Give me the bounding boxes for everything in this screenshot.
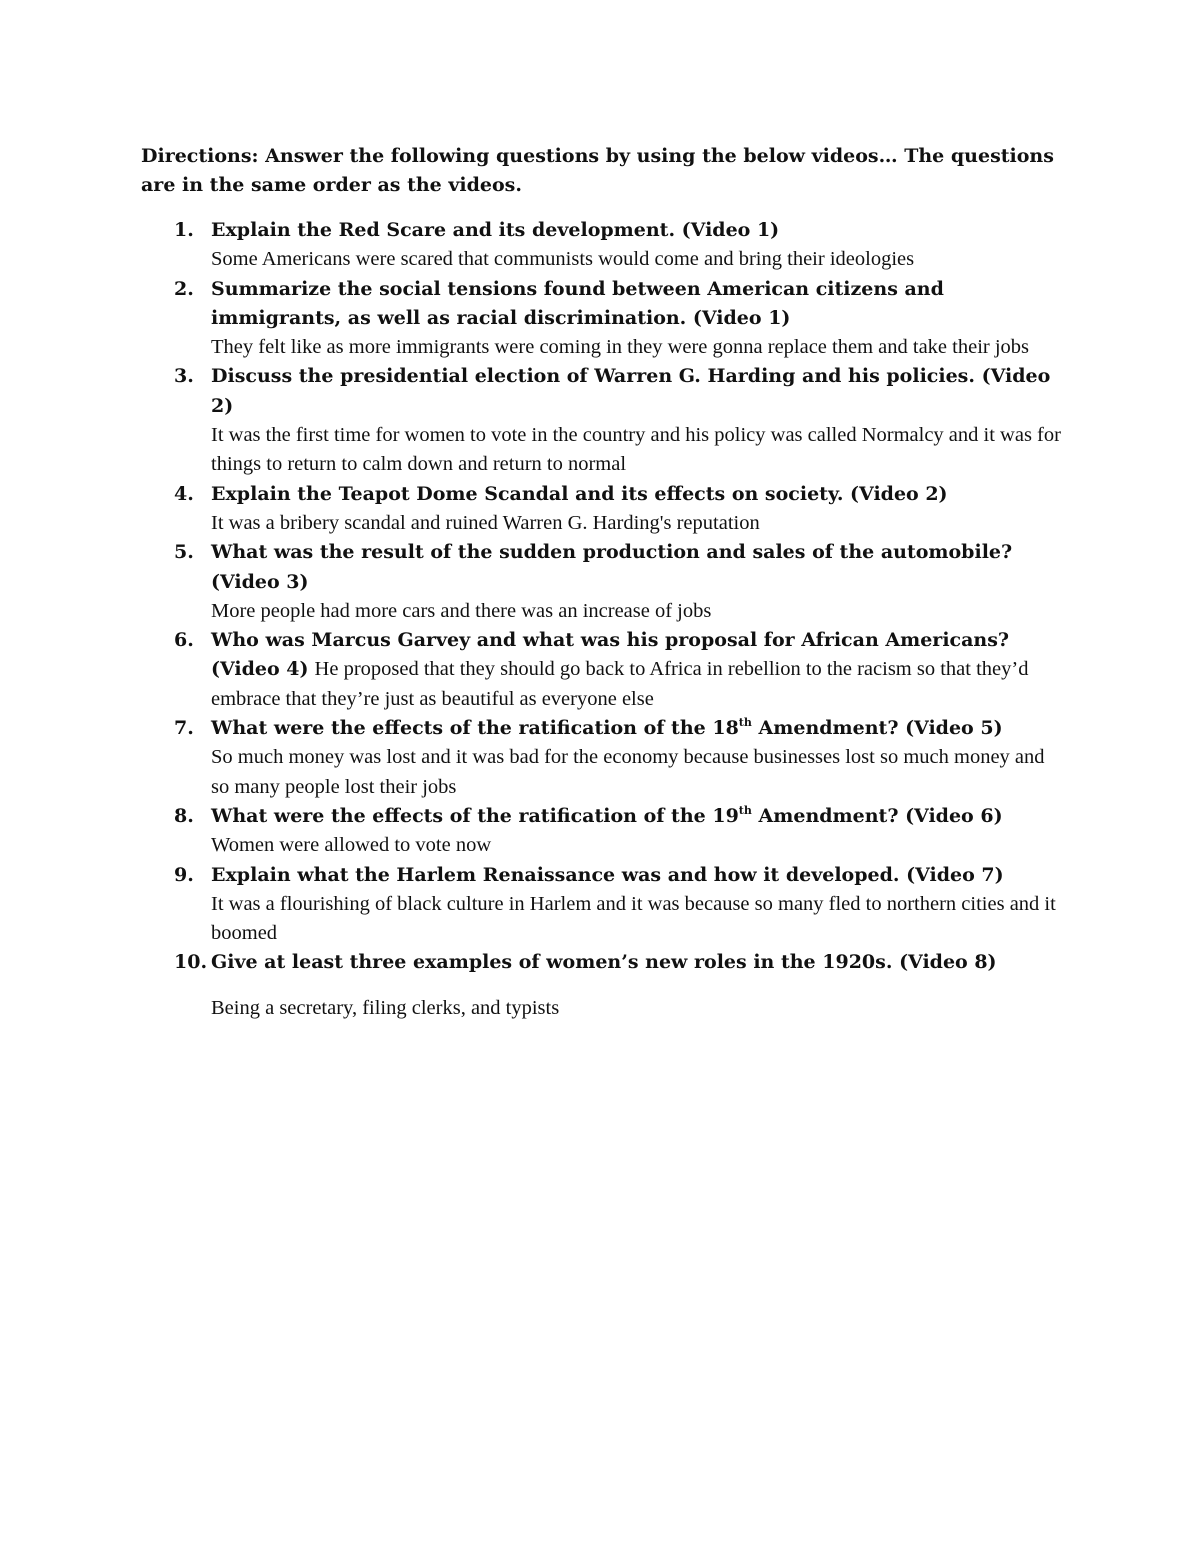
question-number: 5.: [174, 541, 194, 564]
question-text-start: What were the effects of the ratification of the 18: [211, 717, 739, 740]
answer-text: It was a bribery scandal and ruined Warren G. Harding's reputation: [211, 511, 760, 534]
question-number: 4.: [174, 482, 194, 505]
answer-text: Women were allowed to vote now: [211, 834, 492, 857]
question-number: 1.: [174, 219, 194, 241]
question-item-8: [0, 802, 1066, 861]
question-item-2: [0, 275, 1066, 363]
question-item-6: [0, 626, 1066, 714]
question-item-4: [0, 480, 1066, 539]
question-number: 10.: [174, 951, 208, 974]
question-item-1: [0, 216, 1066, 275]
answer-text: They felt like as more immigrants were coming in they were gonna replace them and take their jobs: [211, 336, 1030, 359]
question-text: Give at least three examples of women’s new roles in the 1920s. (Video 8): [211, 951, 997, 974]
answer-text: It was a flourishing of black culture in Harlem and it was because so many fled to northern cities and it boomed: [211, 892, 1056, 945]
answer-text: So much money was lost and it was bad for the economy because businesses lost so much money and so many people lost their jobs: [211, 746, 1045, 798]
question-number: 2.: [174, 277, 194, 300]
question-number: 7.: [174, 717, 194, 740]
answer-text: Some Americans were scared that communists would come and bring their ideologies: [211, 248, 915, 271]
ordinal-suffix: th: [738, 803, 752, 817]
question-item-3: [0, 362, 1066, 479]
question-number: 6.: [174, 629, 194, 652]
answer-text: Being a secretary, filing clerks, and typists: [211, 996, 560, 1019]
question-number: 9.: [174, 863, 194, 886]
question-text-start: What were the effects of the ratification of the 19: [211, 804, 739, 827]
question-text: Discuss the presidential election of Warren G. Harding and his policies. (Video 2): [211, 365, 1051, 417]
answer-text: He proposed that they should go back to Africa in rebellion to the racism so that they’d embrace that they’re just as beautiful as everyone else: [211, 658, 1029, 710]
question-list: [0, 216, 1200, 1023]
answer-text: It was the first time for women to vote in the country and his policy was called Normalcy and it was for things to return to calm down and return to normal: [211, 424, 1061, 476]
question-text: What was the result of the sudden production and sales of the automobile? (Video 3): [211, 541, 1013, 593]
question-text: [211, 805, 1003, 827]
question-text: Explain the Red Scare and its development. (Video 1): [211, 219, 780, 241]
question-text: Who was Marcus Garvey and what was his proposal for African Americans? (Video 4): [211, 629, 1010, 681]
question-item-5: [0, 538, 1066, 626]
question-text: [211, 717, 1003, 739]
question-item-9: [0, 861, 1066, 949]
ordinal-suffix: th: [738, 716, 752, 730]
question-number: 8.: [174, 804, 194, 827]
answer-text: More people had more cars and there was an increase of jobs: [211, 599, 712, 622]
question-item-10: [0, 948, 1066, 1023]
question-text-end: Amendment? (Video 6): [751, 804, 1003, 827]
directions-text: Directions: Answer the following questions by using the below videos… The questions are in the same order as the videos.: [141, 145, 1054, 196]
question-text-end: Amendment? (Video 5): [751, 717, 1003, 740]
question-text: Explain what the Harlem Renaissance was and how it developed. (Video 7): [211, 863, 1004, 886]
question-text: Summarize the social tensions found between American citizens and immigrants, as well as racial discrimination. (Video 1): [211, 277, 944, 329]
question-number: 3.: [174, 365, 194, 388]
question-item-7: [0, 714, 1066, 802]
question-text: Explain the Teapot Dome Scandal and its effects on society. (Video 2): [211, 482, 948, 505]
